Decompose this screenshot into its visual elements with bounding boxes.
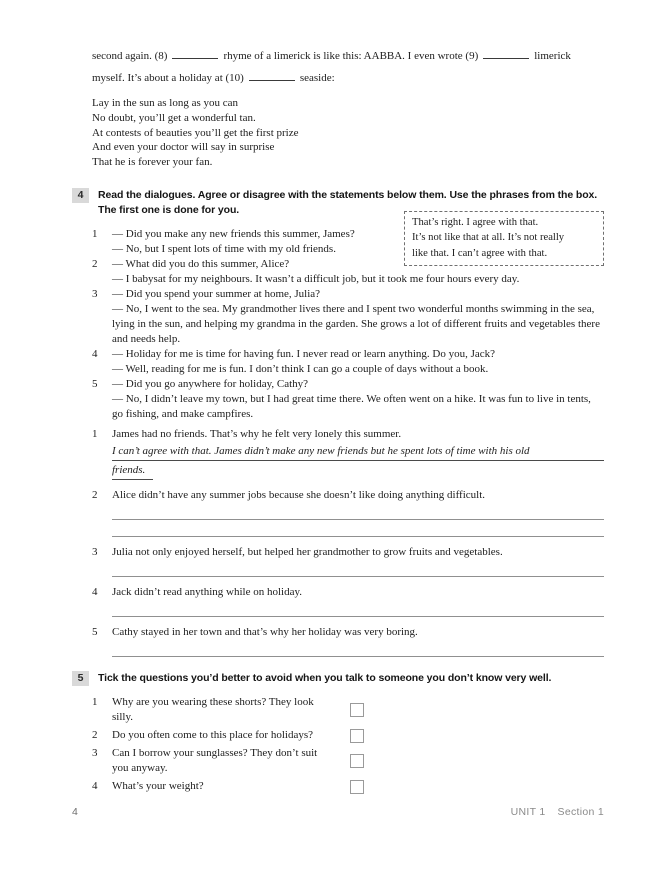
- dialogue-item: [92, 377, 604, 422]
- footer-section: Section 1: [557, 806, 604, 818]
- fill-blank-9[interactable]: [483, 48, 529, 59]
- dialogue-item: [92, 287, 604, 347]
- question-text: Why are you wearing these shorts? They look silly.: [112, 696, 314, 724]
- dialogue-question: — Did you make any new friends this summer, James?: [112, 227, 355, 240]
- tick-checkbox[interactable]: [350, 780, 364, 794]
- question-number: 3: [92, 747, 98, 760]
- dialogue-question: — Did you spend your summer at home, Julia?: [112, 287, 321, 300]
- dialogue-question: — Did you go anywhere for holiday, Cathy?: [112, 377, 309, 390]
- dialogue-number: 2: [92, 257, 98, 270]
- poem-line: No doubt, you’ll get a wonderful tan.: [92, 111, 256, 124]
- poem-line: At contests of beauties you’ll get the first prize: [92, 126, 299, 139]
- question-item: [92, 746, 604, 776]
- dialogue-question: — Holiday for me is time for having fun. I never read or learn anything. Do you, Jack?: [112, 347, 496, 360]
- phrase-box: [404, 211, 604, 266]
- question-item: [92, 779, 604, 794]
- dialogue-number: 1: [92, 227, 98, 240]
- answer-writing-line[interactable]: [112, 560, 604, 577]
- fill-blank-8[interactable]: [172, 48, 218, 59]
- question-item: [92, 695, 604, 725]
- intro-line-2: [92, 68, 604, 90]
- dialogue-number: 5: [92, 377, 98, 390]
- statement-row: [92, 545, 604, 560]
- statement-text: Alice didn’t have any summer jobs because she doesn’t like doing anything difficult.: [112, 488, 486, 501]
- dialogue-text: [112, 377, 604, 422]
- answer-writing-line[interactable]: [112, 640, 604, 657]
- page-content: [77, 0, 604, 797]
- dialogue-answer: — No, but I spent lots of time with my old friends.: [112, 242, 336, 255]
- question-number: 2: [92, 729, 98, 742]
- answer-writing-line[interactable]: [112, 503, 604, 520]
- statement-number: 2: [92, 488, 98, 501]
- intro-text: rhyme of a limerick is like this: AABBA. I even wrote (9): [223, 50, 479, 62]
- statement-row: [92, 625, 604, 640]
- example-answer-line: friends.: [112, 461, 153, 480]
- fill-blank-10[interactable]: [249, 70, 295, 81]
- dialogue-text: [112, 287, 604, 347]
- question-number: 4: [92, 780, 98, 793]
- footer-unit-section: [511, 806, 604, 818]
- exercise-5: [77, 665, 604, 795]
- answer-writing-line[interactable]: [112, 600, 604, 617]
- exercise-5-header: [72, 671, 604, 687]
- intro-text: seaside:: [299, 71, 335, 84]
- tick-checkbox[interactable]: [350, 754, 364, 768]
- dialogue-answer: — Well, reading for me is fun. I don’t think I can go a couple of days without a book.: [112, 362, 489, 375]
- question-item: [92, 728, 604, 743]
- statement-number: 3: [92, 545, 98, 558]
- exercise-4: [77, 170, 604, 657]
- intro-text: myself. It’s about a holiday at (10): [92, 71, 244, 84]
- statement-item: [92, 427, 604, 480]
- exercise-number-badge: 4: [72, 188, 89, 203]
- intro-paragraph: [92, 0, 604, 89]
- statement-number: 5: [92, 625, 98, 638]
- dialogue-number: 4: [92, 347, 98, 360]
- dialogue-answer: — No, I didn’t leave my town, but I had great time there. We often went on a hike. It was fun to live in tents, go fishing, and make campfires.: [112, 392, 591, 420]
- tick-checkbox[interactable]: [350, 729, 364, 743]
- question-text: What’s your weight?: [112, 780, 204, 793]
- exercise-instruction: Tick the questions you’d better to avoid when you talk to someone you don’t know very well.: [98, 671, 552, 684]
- statement-item: [92, 585, 604, 617]
- phrase-box-line: like that. I can’t agree with that.: [412, 247, 548, 259]
- poem-line: And even your doctor will say in surprise: [92, 141, 275, 154]
- tick-checkbox[interactable]: [350, 703, 364, 717]
- phrase-box-line: It’s not like that at all. It’s not really: [412, 232, 565, 244]
- answer-writing-line[interactable]: [112, 520, 604, 537]
- dialogue-item: [92, 347, 604, 377]
- dialogue-question: — What did you do this summer, Alice?: [112, 257, 290, 270]
- statement-item: [92, 488, 604, 537]
- poem-line: That he is forever your fan.: [92, 156, 213, 169]
- example-answer-line: I can’t agree with that. James didn’t make any new friends but he spent lots of time with his old: [112, 442, 604, 461]
- exercise-number-badge: 5: [72, 671, 89, 686]
- footer-unit: UNIT 1: [510, 806, 546, 818]
- question-list: [92, 686, 604, 794]
- exercise-instruction: Read the dialogues. Agree or disagree with the statements below them. Use the phrases from the box. The first one is done for you.: [98, 188, 598, 217]
- question-text: Do you often come to this place for holidays?: [112, 729, 314, 742]
- statement-number: 1: [92, 427, 98, 440]
- statement-text: Julia not only enjoyed herself, but helped her grandmother to grow fruits and vegetables.: [112, 545, 503, 558]
- page-footer: [72, 806, 604, 818]
- question-text: Can I borrow your sunglasses? They don’t suit you anyway.: [112, 747, 318, 775]
- intro-line-1: [92, 46, 604, 68]
- intro-text: second again. (8): [92, 50, 168, 62]
- dialogue-answer: — No, I went to the sea. My grandmother lives there and I spent two wonderful months swimming in the sea, lying in the sun, and helping my grandma in the garden. She grows a lot of different fruits and vegetables there and needs help.: [112, 302, 600, 345]
- statement-number: 4: [92, 585, 98, 598]
- phrase-box-line: That’s right. I agree with that.: [412, 216, 539, 228]
- dialogue-number: 3: [92, 287, 98, 300]
- statement-text: Cathy stayed in her town and that’s why her holiday was very boring.: [112, 625, 418, 638]
- question-number: 1: [92, 696, 98, 709]
- statement-item: [92, 625, 604, 657]
- statement-row: [92, 585, 604, 600]
- statement-row: [92, 427, 604, 442]
- statement-item: [92, 545, 604, 577]
- poem-line: Lay in the sun as long as you can: [92, 97, 239, 109]
- footer-page-number: 4: [72, 806, 79, 818]
- statement-text: James had no friends. That’s why he felt very lonely this summer.: [112, 427, 402, 440]
- dialogue-answer: — I babysat for my neighbours. It wasn’t a difficult job, but it took me four hours every day.: [112, 272, 520, 285]
- statement-row: [92, 488, 604, 503]
- statement-text: Jack didn’t read anything while on holiday.: [112, 585, 303, 598]
- limerick-poem: [92, 89, 604, 170]
- dialogue-text: [112, 347, 604, 377]
- statement-list: [92, 422, 604, 657]
- intro-text: limerick: [534, 50, 571, 62]
